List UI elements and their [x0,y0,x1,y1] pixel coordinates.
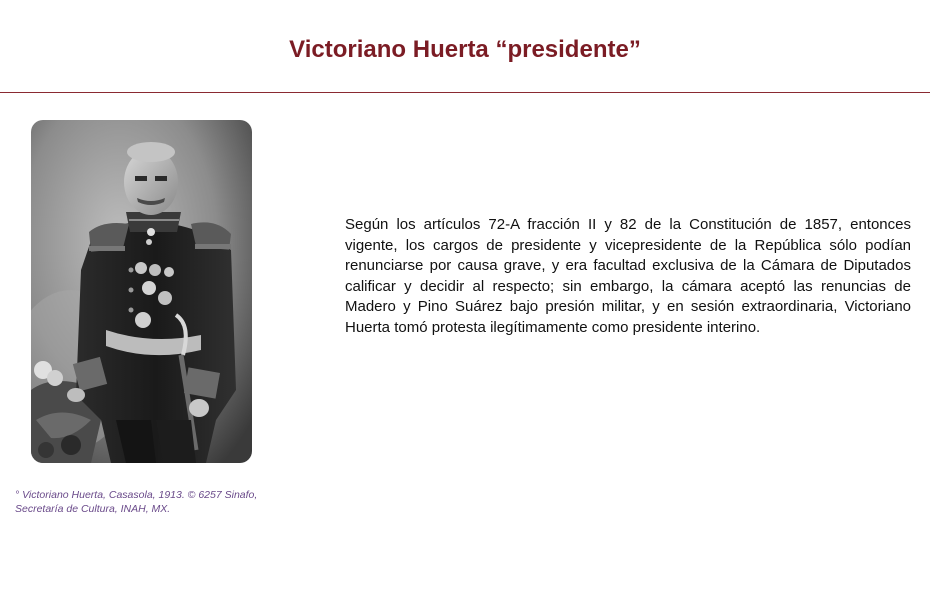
caption-line-1: ° Victoriano Huerta, Casasola, 1913. © 6257 Sinafo, [15,489,258,501]
title-divider [0,92,930,93]
body-paragraph: Según los artículos 72-A fracción II y 82 de la Constitución de 1857, entonces vigente, los cargos de presidente y vicepresidente de la República sólo podían renunciarse por causa grave, y era facultad exclusiva de la Cámara de Diputados calificar y decidir al respecto; sin embargo, la cámara aceptó las renuncias de Madero y Pino Suárez bajo presión militar, y en sesión extraordinaria, Victoriano Huerta tomó protesta ilegítimamente como presidente interino. [345,216,911,336]
caption-line-2: Secretaría de Cultura, INAH, MX. [15,502,171,515]
page-title: Victoriano Huerta “presidente” [289,36,641,63]
photo-caption [15,489,305,516]
portrait-photo [31,120,252,463]
